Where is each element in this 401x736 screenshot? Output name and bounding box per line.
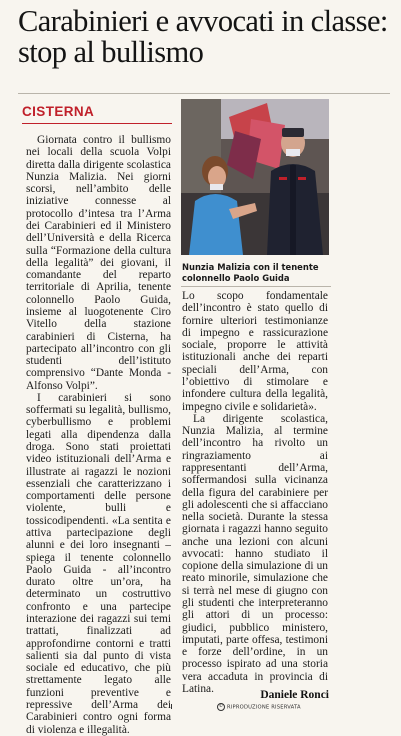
article-column-left (26, 134, 171, 736)
copyright-text: RIPRODUZIONE RISERVATA (227, 704, 301, 711)
article-headline: Carabinieri e avvocati in classe: stop al bullismo (18, 4, 388, 69)
copyright-notice (217, 703, 301, 711)
paragraph-closing: La dirigente scolastica, Nunzia Malizia, al termine dell’incontro ha rivolto un ringraziamento ai rappresentanti dell’Arma, soffermandosi sulla vicinanza della figura del carabiniere per gli adolescenti che si affacciano nella società. Durante la stessa giornata i ragazzi hanno seguito anche una lezioni con alcuni avvocati: hanno studiato il copione della simulazione di un reato minorile, simulazione che si terrà nel mese di giugno con gli studenti che interpreteranno gli attori di un processo: giudici, pubblico ministero, imputati, parte offesa, testimoni e forze dell’ordine, in un processo ispirato ad una storia vera accaduta in provincia di Latina. (182, 412, 328, 695)
column-end-mark (171, 704, 172, 709)
photo-illustration (181, 99, 329, 255)
paragraph-body: I carabinieri si sono soffermati su legalità, bullismo, cyberbullismo e problemi legati alla dipendenza dalla droga. Sono stati proiettati video istituzionali dell’Arma e illustrate ai ragazzi le nozioni essenziali che caratterizzano i comportamenti delle persone violente, bulli e tossicodipendenti. «La sentita e attiva partecipazione degli alunni e dei loro insegnanti – spiega il tenente colonnello Paolo Guida - all’incontro durato oltre un’ora, ha determinato un costruttivo confronto e una partecipe interazione dei ragazzi sui temi trattati, finalizzati ad approfondirne contorni e tratti salienti sia dal punto di vista sociale ed educativo, che più strettamente legato alle funzioni preventive e repressive dell’Arma dei Carabinieri contro ogni forma di violenza e illegalità. (26, 391, 171, 736)
article-photo (181, 99, 329, 255)
section-divider (22, 123, 172, 124)
author-byline: Daniele Ronci (260, 689, 329, 701)
photo-caption: Nunzia Malizia con il tenente colonnello Paolo Guida (182, 262, 319, 283)
section-label: CISTERNA (22, 104, 95, 119)
article-column-right (182, 290, 328, 695)
headline-divider (18, 93, 390, 94)
paragraph-continued: Lo scopo fondamentale dell’incontro è stato quello di fornire ulteriori testimonianze di impegno e rassicurazione sociale, proporre le attività istituzionali anche dei reparti speciali dell’Arma, con l’obiettivo di stimolare e infondere cultura della legalità, impegno civile e solidarietà». (182, 290, 328, 413)
caption-divider (181, 286, 331, 287)
copyright-icon: © (218, 704, 224, 709)
paragraph-intro: Giornata contro il bullismo nei locali della scuola Volpi diretta dalla dirigente scolastica Nunzia Malizia. Nei giorni scorsi, nell’ambito delle iniziative connesse al protocollo d’intesa tra l’Arma dei Carabinieri ed il Ministero dell’Università e della Ricerca sulla “Formazione della cultura della legalità” dei giovani, il comandante del reparto territoriale di Aprilia, tenente colonnello Paolo Guida, insieme al luogotenente Ciro Vitello della stazione carabinieri di Cisterna, ha partecipato all’incontro con gli studenti dell’istituto comprensivo “Dante Monda - Alfonso Volpi”. (26, 134, 171, 392)
